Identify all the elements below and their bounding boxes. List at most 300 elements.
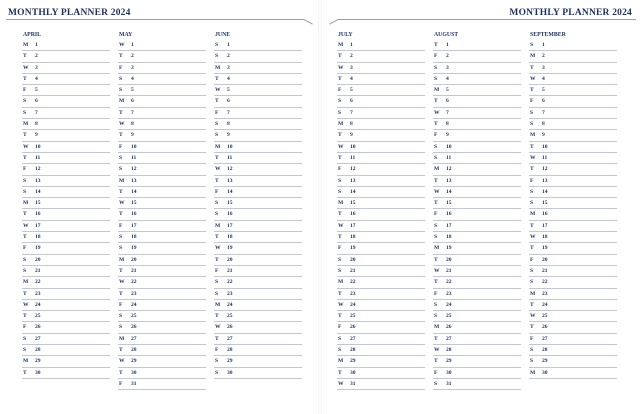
day-number: 17 <box>542 222 548 229</box>
weekday-letter: F <box>215 267 219 274</box>
day-row[interactable] <box>22 277 110 288</box>
day-row[interactable] <box>529 63 617 74</box>
day-row[interactable] <box>433 187 521 198</box>
day-row[interactable] <box>214 289 302 300</box>
weekday-letter: F <box>434 132 438 139</box>
weekday-letter: F <box>434 53 438 60</box>
day-number: 3 <box>35 64 38 71</box>
day-number: 16 <box>542 211 548 218</box>
weekday-letter: S <box>434 380 438 387</box>
day-row[interactable] <box>433 63 521 74</box>
day-number: 5 <box>542 87 545 94</box>
day-row[interactable] <box>337 74 425 85</box>
day-row[interactable] <box>22 345 110 356</box>
day-number: 18 <box>446 234 452 241</box>
day-row[interactable] <box>529 221 617 232</box>
day-row[interactable] <box>118 368 206 379</box>
day-row[interactable] <box>118 266 206 277</box>
day-number: 11 <box>446 154 452 161</box>
day-row[interactable] <box>22 164 110 175</box>
day-row[interactable] <box>529 300 617 311</box>
day-row[interactable] <box>118 356 206 367</box>
weekday-letter: S <box>215 369 219 376</box>
day-number: 27 <box>542 335 548 342</box>
day-row[interactable] <box>529 153 617 164</box>
day-number: 16 <box>446 211 452 218</box>
day-row[interactable] <box>118 108 206 119</box>
month-column <box>433 31 529 390</box>
day-row[interactable] <box>433 96 521 107</box>
weekday-letter: M <box>434 245 440 252</box>
day-row[interactable] <box>22 176 110 187</box>
day-row[interactable] <box>337 96 425 107</box>
day-number: 1 <box>350 42 353 48</box>
weekday-letter: F <box>434 211 438 218</box>
day-row[interactable] <box>22 232 110 243</box>
day-row[interactable] <box>118 187 206 198</box>
day-row[interactable] <box>22 255 110 266</box>
weekday-letter: S <box>530 358 534 365</box>
day-row[interactable] <box>214 51 302 62</box>
weekday-letter: F <box>338 166 342 173</box>
day-row[interactable] <box>337 232 425 243</box>
day-row[interactable] <box>22 266 110 277</box>
weekday-letter: T <box>530 222 534 229</box>
day-row[interactable] <box>433 209 521 220</box>
weekday-letter: S <box>215 53 219 60</box>
day-row[interactable] <box>118 176 206 187</box>
day-row[interactable] <box>337 85 425 96</box>
weekday-letter: S <box>434 75 438 82</box>
day-number: 10 <box>446 143 452 150</box>
day-number: 20 <box>227 256 233 263</box>
day-row[interactable] <box>529 289 617 300</box>
weekday-letter: S <box>215 121 219 128</box>
weekday-letter: M <box>215 64 221 71</box>
day-row[interactable] <box>22 153 110 164</box>
day-row[interactable] <box>214 209 302 220</box>
day-row[interactable] <box>118 209 206 220</box>
day-row[interactable] <box>433 74 521 85</box>
weekday-letter: F <box>434 369 438 376</box>
day-number: 8 <box>350 121 353 128</box>
day-row[interactable] <box>22 322 110 333</box>
weekday-letter: M <box>23 42 29 48</box>
weekday-letter: M <box>215 222 221 229</box>
day-row[interactable] <box>214 85 302 96</box>
weekday-letter: T <box>23 154 27 161</box>
day-row[interactable] <box>214 153 302 164</box>
day-number: 13 <box>446 177 452 184</box>
day-row[interactable] <box>433 108 521 119</box>
weekday-letter: M <box>119 256 125 263</box>
day-number: 21 <box>227 267 233 274</box>
day-row[interactable] <box>433 289 521 300</box>
day-row[interactable] <box>337 198 425 209</box>
day-row[interactable] <box>337 130 425 141</box>
day-row[interactable] <box>118 74 206 85</box>
day-row[interactable] <box>22 51 110 62</box>
day-row[interactable] <box>529 243 617 254</box>
day-row[interactable] <box>529 277 617 288</box>
day-number: 19 <box>227 245 233 252</box>
day-row[interactable] <box>337 277 425 288</box>
weekday-letter: W <box>530 313 536 320</box>
day-row[interactable] <box>214 221 302 232</box>
day-number: 29 <box>542 358 548 365</box>
day-row[interactable] <box>433 40 521 51</box>
day-row[interactable] <box>433 322 521 333</box>
day-row[interactable] <box>529 322 617 333</box>
day-number: 27 <box>227 335 233 342</box>
day-row[interactable] <box>22 85 110 96</box>
day-row[interactable] <box>214 232 302 243</box>
day-row[interactable] <box>337 51 425 62</box>
day-row[interactable] <box>337 368 425 379</box>
weekday-letter: T <box>119 369 123 376</box>
day-row[interactable] <box>433 221 521 232</box>
day-number: 23 <box>446 290 452 297</box>
day-row[interactable] <box>22 300 110 311</box>
day-row[interactable] <box>529 266 617 277</box>
weekday-letter: W <box>338 301 344 308</box>
day-row[interactable] <box>337 243 425 254</box>
weekday-letter: S <box>23 109 27 116</box>
day-row[interactable] <box>118 300 206 311</box>
weekday-letter: S <box>530 200 534 207</box>
weekday-letter: T <box>215 234 219 241</box>
weekday-letter: W <box>338 222 344 229</box>
weekday-letter: M <box>434 166 440 173</box>
weekday-letter: T <box>215 313 219 320</box>
day-row[interactable] <box>118 277 206 288</box>
day-number: 7 <box>350 109 353 116</box>
weekday-letter: M <box>119 98 125 105</box>
month-name: AUGUST <box>434 32 459 38</box>
day-row[interactable] <box>214 243 302 254</box>
weekday-letter: M <box>23 279 29 286</box>
weekday-letter: T <box>119 267 123 274</box>
weekday-letter: W <box>23 301 29 308</box>
day-row[interactable] <box>529 96 617 107</box>
day-row[interactable] <box>214 322 302 333</box>
day-row[interactable] <box>118 142 206 153</box>
day-row[interactable] <box>214 345 302 356</box>
day-row[interactable] <box>337 40 425 51</box>
day-row[interactable] <box>433 176 521 187</box>
day-row[interactable] <box>433 334 521 345</box>
day-row[interactable] <box>22 142 110 153</box>
day-number: 5 <box>350 87 353 94</box>
day-row[interactable] <box>433 311 521 322</box>
day-number: 30 <box>542 369 548 376</box>
day-row[interactable] <box>214 277 302 288</box>
weekday-letter: S <box>434 143 438 150</box>
day-row[interactable] <box>214 334 302 345</box>
day-row[interactable] <box>118 232 206 243</box>
day-row[interactable] <box>214 300 302 311</box>
day-row[interactable] <box>22 63 110 74</box>
day-row[interactable] <box>118 243 206 254</box>
day-row[interactable] <box>529 85 617 96</box>
day-row[interactable] <box>214 356 302 367</box>
day-row[interactable] <box>337 142 425 153</box>
day-row[interactable] <box>529 311 617 322</box>
day-row[interactable] <box>22 356 110 367</box>
day-row[interactable] <box>529 368 617 379</box>
day-row[interactable] <box>529 164 617 175</box>
weekday-letter: T <box>434 177 438 184</box>
day-row[interactable] <box>529 334 617 345</box>
weekday-letter: F <box>530 335 534 342</box>
day-row[interactable] <box>337 334 425 345</box>
day-row[interactable] <box>433 356 521 367</box>
day-row[interactable] <box>214 74 302 85</box>
day-row[interactable] <box>337 119 425 130</box>
day-number: 17 <box>350 222 356 229</box>
day-row[interactable] <box>214 108 302 119</box>
weekday-letter: T <box>434 256 438 263</box>
day-row[interactable] <box>433 368 521 379</box>
day-row[interactable] <box>529 209 617 220</box>
day-number: 25 <box>350 313 356 320</box>
day-row[interactable] <box>337 153 425 164</box>
day-row[interactable] <box>118 198 206 209</box>
weekday-letter: M <box>530 211 536 218</box>
weekday-letter: W <box>119 358 125 365</box>
day-row[interactable] <box>22 96 110 107</box>
day-number: 23 <box>227 290 233 297</box>
day-row[interactable] <box>118 130 206 141</box>
day-number: 13 <box>35 177 41 184</box>
day-row[interactable] <box>118 255 206 266</box>
weekday-letter: W <box>23 222 29 229</box>
day-row[interactable] <box>22 334 110 345</box>
day-row[interactable] <box>529 232 617 243</box>
day-row[interactable] <box>22 198 110 209</box>
day-row[interactable] <box>22 243 110 254</box>
day-row[interactable] <box>118 289 206 300</box>
day-number: 26 <box>35 324 41 331</box>
day-row[interactable] <box>337 356 425 367</box>
day-row[interactable] <box>118 221 206 232</box>
day-number: 1 <box>35 42 38 48</box>
day-row[interactable] <box>214 368 302 379</box>
day-number: 20 <box>131 256 137 263</box>
day-row[interactable] <box>337 209 425 220</box>
weekday-letter: M <box>434 87 440 94</box>
day-row[interactable] <box>337 187 425 198</box>
weekday-letter: F <box>338 87 342 94</box>
day-row[interactable] <box>529 74 617 85</box>
day-row[interactable] <box>118 164 206 175</box>
day-row[interactable] <box>214 96 302 107</box>
weekday-letter: S <box>119 234 123 241</box>
day-row[interactable] <box>22 130 110 141</box>
day-row[interactable] <box>214 311 302 322</box>
day-number: 2 <box>131 53 134 60</box>
day-row[interactable] <box>433 130 521 141</box>
weekday-letter: T <box>119 109 123 116</box>
day-row[interactable] <box>337 289 425 300</box>
day-row[interactable] <box>337 63 425 74</box>
day-row[interactable] <box>433 51 521 62</box>
day-row[interactable] <box>433 277 521 288</box>
day-row[interactable] <box>118 85 206 96</box>
day-row[interactable] <box>529 255 617 266</box>
weekday-letter: S <box>215 132 219 139</box>
weekday-letter: W <box>215 324 221 331</box>
day-row[interactable] <box>433 198 521 209</box>
day-row[interactable] <box>529 187 617 198</box>
day-number: 28 <box>350 347 356 354</box>
day-row[interactable] <box>529 119 617 130</box>
day-number: 7 <box>227 109 230 116</box>
day-row[interactable] <box>118 345 206 356</box>
day-row[interactable] <box>118 379 206 390</box>
day-number: 30 <box>131 369 137 376</box>
day-row[interactable] <box>214 142 302 153</box>
day-row[interactable] <box>337 255 425 266</box>
day-row[interactable] <box>529 40 617 51</box>
day-row[interactable] <box>22 209 110 220</box>
day-number: 23 <box>350 290 356 297</box>
day-row[interactable] <box>22 311 110 322</box>
day-row[interactable] <box>337 221 425 232</box>
day-row[interactable] <box>337 345 425 356</box>
day-row[interactable] <box>214 40 302 51</box>
day-row[interactable] <box>433 243 521 254</box>
day-number: 17 <box>131 222 137 229</box>
day-row[interactable] <box>337 300 425 311</box>
day-row[interactable] <box>214 63 302 74</box>
day-row[interactable] <box>433 153 521 164</box>
day-row[interactable] <box>118 119 206 130</box>
weekday-letter: S <box>530 121 534 128</box>
day-row[interactable] <box>22 74 110 85</box>
day-row[interactable] <box>22 289 110 300</box>
day-row[interactable] <box>118 334 206 345</box>
day-number: 17 <box>35 222 41 229</box>
day-row[interactable] <box>337 108 425 119</box>
day-row[interactable] <box>433 142 521 153</box>
day-row[interactable] <box>214 119 302 130</box>
weekday-letter: T <box>530 301 534 308</box>
day-row[interactable] <box>433 300 521 311</box>
day-row[interactable] <box>529 345 617 356</box>
day-row[interactable] <box>433 255 521 266</box>
day-row[interactable] <box>214 187 302 198</box>
day-number: 11 <box>542 154 548 161</box>
weekday-letter: W <box>215 245 221 252</box>
weekday-letter: S <box>530 267 534 274</box>
day-row[interactable] <box>214 164 302 175</box>
day-row[interactable] <box>529 130 617 141</box>
day-row[interactable] <box>529 142 617 153</box>
day-row[interactable] <box>22 221 110 232</box>
day-row[interactable] <box>214 266 302 277</box>
day-number: 9 <box>131 132 134 139</box>
day-row[interactable] <box>529 176 617 187</box>
day-number: 27 <box>131 335 137 342</box>
day-row[interactable] <box>433 85 521 96</box>
day-row[interactable] <box>433 345 521 356</box>
day-row[interactable] <box>529 108 617 119</box>
weekday-letter: T <box>23 234 27 241</box>
day-row[interactable] <box>214 255 302 266</box>
weekday-letter: T <box>215 98 219 105</box>
day-row[interactable] <box>118 96 206 107</box>
day-row[interactable] <box>433 119 521 130</box>
day-row[interactable] <box>529 51 617 62</box>
weekday-letter: S <box>23 267 27 274</box>
weekday-letter: T <box>338 132 342 139</box>
weekday-letter: T <box>530 87 534 94</box>
day-number: 21 <box>542 267 548 274</box>
day-number: 25 <box>542 313 548 320</box>
day-row[interactable] <box>337 176 425 187</box>
day-row[interactable] <box>22 108 110 119</box>
weekday-letter: F <box>23 324 27 331</box>
day-row[interactable] <box>214 176 302 187</box>
day-row[interactable] <box>118 51 206 62</box>
weekday-letter: S <box>23 347 27 354</box>
day-row[interactable] <box>337 311 425 322</box>
day-row[interactable] <box>118 153 206 164</box>
day-number: 23 <box>131 290 137 297</box>
weekday-letter: M <box>434 324 440 331</box>
weekday-letter: S <box>215 290 219 297</box>
day-row[interactable] <box>118 311 206 322</box>
day-row[interactable] <box>433 379 521 390</box>
day-row[interactable] <box>118 322 206 333</box>
day-row[interactable] <box>433 164 521 175</box>
day-row[interactable] <box>214 198 302 209</box>
day-number: 12 <box>227 166 233 173</box>
day-row[interactable] <box>337 322 425 333</box>
day-row[interactable] <box>118 40 206 51</box>
day-number: 24 <box>542 301 548 308</box>
weekday-letter: F <box>119 64 123 71</box>
day-row[interactable] <box>433 266 521 277</box>
day-row[interactable] <box>22 119 110 130</box>
day-number: 6 <box>35 98 38 105</box>
day-number: 30 <box>350 369 356 376</box>
day-row[interactable] <box>337 379 425 390</box>
day-row[interactable] <box>433 232 521 243</box>
day-number: 8 <box>446 121 449 128</box>
day-row[interactable] <box>337 266 425 277</box>
day-row[interactable] <box>337 164 425 175</box>
day-row[interactable] <box>22 187 110 198</box>
day-row[interactable] <box>22 40 110 51</box>
weekday-letter: T <box>119 290 123 297</box>
day-number: 4 <box>350 75 353 82</box>
day-row[interactable] <box>529 356 617 367</box>
day-row[interactable] <box>529 198 617 209</box>
day-number: 3 <box>446 64 449 71</box>
day-number: 2 <box>350 53 353 60</box>
day-row[interactable] <box>22 368 110 379</box>
day-number: 22 <box>131 279 137 286</box>
weekday-letter: S <box>119 154 123 161</box>
day-row[interactable] <box>214 130 302 141</box>
day-number: 19 <box>446 245 452 252</box>
day-number: 31 <box>131 380 137 387</box>
day-number: 5 <box>227 87 230 94</box>
weekday-letter: S <box>434 313 438 320</box>
day-row[interactable] <box>118 63 206 74</box>
